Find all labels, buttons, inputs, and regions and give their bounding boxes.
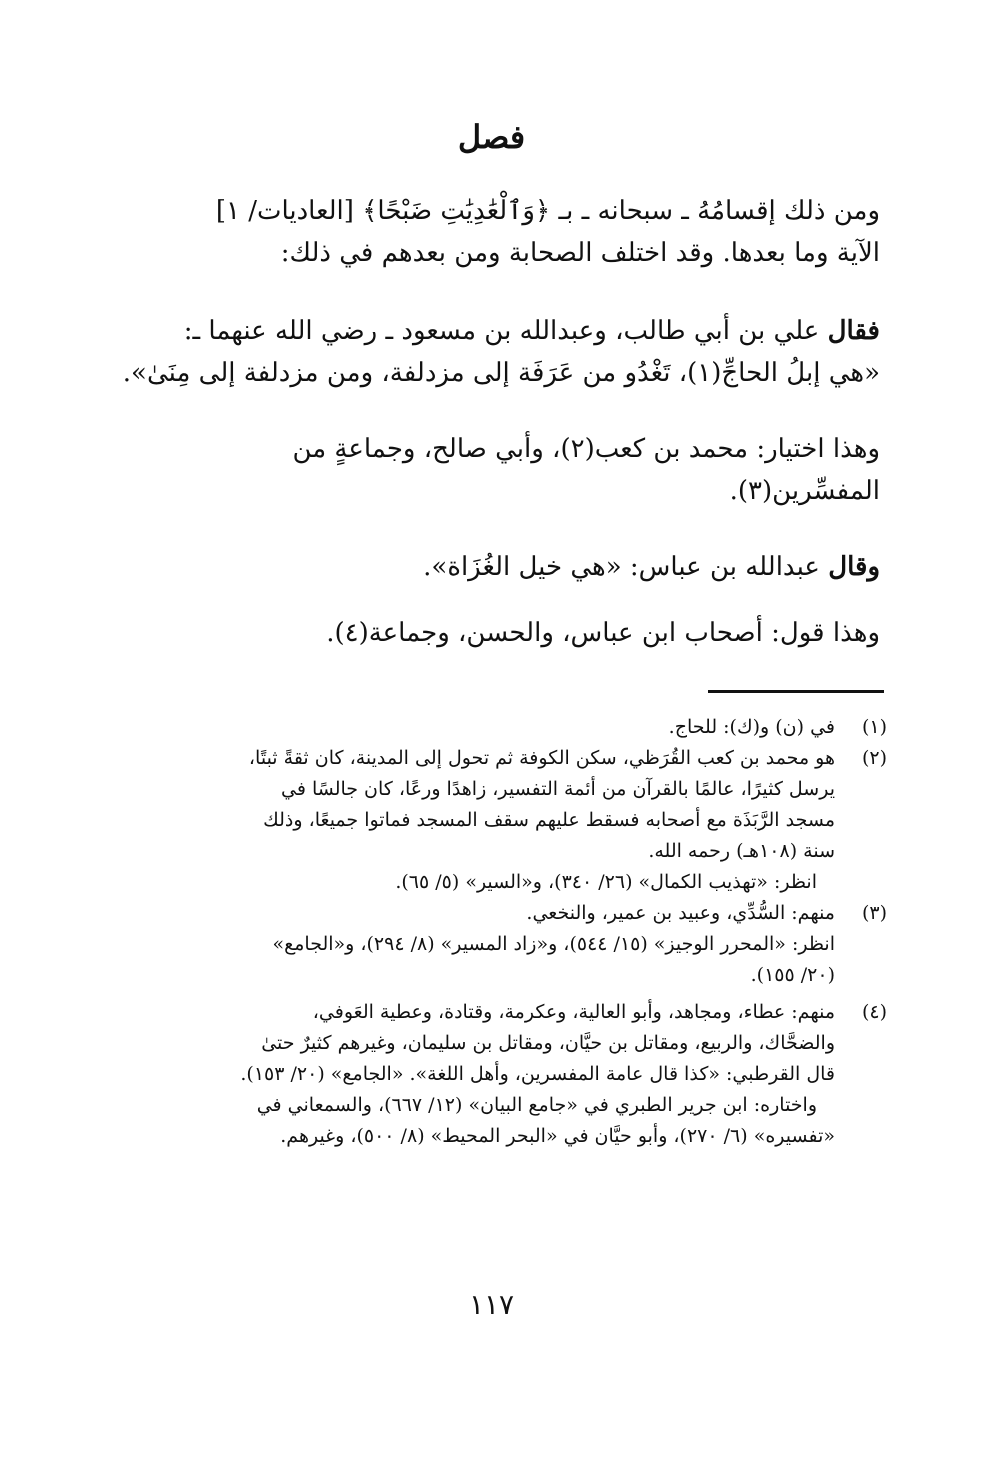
para1-line-1-text: علي بن أبي طالب، وعبدالله بن مسعود ـ رضي الله عنهما ـ: [183, 316, 820, 346]
footnote-4 [112, 997, 887, 1152]
footnote-number: (١) [861, 716, 887, 738]
opinion-supporters-2 [112, 612, 880, 654]
intro-line-2: الآية وما بعدها. وقد اختلف الصحابة ومن بعدهم في ذلك: [280, 238, 880, 268]
opinion-ali-ibn-masud [112, 310, 880, 394]
para2-line-2: المفسِّرين(٣). [729, 476, 880, 506]
footnote-line: منهم: السُّدِّي، وعبيد بن عمير، والنخعي. [526, 902, 835, 924]
para2-line-1: وهذا اختيار: محمد بن كعب(٢)، وأبي صالح، وجماعةٍ من [292, 434, 880, 464]
para3-line [112, 546, 880, 588]
opinion-supporters-1 [112, 428, 880, 512]
footnote-line: «تفسيره» (٦/ ٢٧٠)، وأبو حيَّان في «البحر المحيط» (٨/ ٥٠٠)، وغيرهم. [280, 1125, 835, 1147]
footnote-reference: انظر: «تهذيب الكمال» (٢٦/ ٣٤٠)، و«السير» (٥/ ٦٥). [395, 871, 817, 893]
footnote-number: (٤) [861, 1001, 887, 1023]
page-number: ١١٧ [468, 1288, 515, 1321]
footnotes [112, 712, 887, 1152]
footnote-line: سنة (١٠٨هـ) رحمه الله. [648, 840, 835, 862]
intro-paragraph [112, 190, 880, 274]
footnote-line: في (ن) و(ك): للحاج. [668, 716, 835, 738]
para1-line-2: «هي إبلُ الحاجِّ(١)، تَغْدُو من عَرَفَة إلى مزدلفة، ومن مزدلفة إلى مِنَىٰ». [122, 358, 880, 388]
footnote-line: انظر: «المحرر الوجيز» (١٥/ ٥٤٤)، و«زاد المسير» (٨/ ٢٩٤)، و«الجامع» [272, 933, 835, 955]
opinion-ibn-abbas [112, 546, 880, 588]
intro-line-1: ومن ذلك إقسامُهُ ـ سبحانه ـ بـ ﴿وَٱلْعَٰدِيَٰتِ ضَبْحًا﴾ [العاديات/ ١] [215, 196, 880, 226]
para1-line-1 [112, 310, 880, 352]
footnote-line: منهم: عطاء، ومجاهد، وأبو العالية، وعكرمة، وقتادة، وعطية العَوفي، [312, 1001, 835, 1023]
footnote-line: قال القرطبي: «كذا قال عامة المفسرين، وأهل اللغة». «الجامع» (٢٠/ ١٥٣). [240, 1063, 835, 1085]
section-title: فصل [457, 118, 526, 156]
para1-lead: فقال [827, 316, 880, 346]
footnote-line: واختاره: ابن جرير الطبري في «جامع البيان» (١٢/ ٦٦٧)، والسمعاني في [256, 1094, 817, 1116]
footnote-line: يرسل كثيرًا، عالمًا بالقرآن من أئمة التفسير، زاهدًا ورعًا، كان جالسًا في [281, 778, 835, 800]
para3-text: عبدالله بن عباس: «هي خيل الغُزَاة». [423, 552, 820, 582]
para3-lead: وقال [828, 552, 880, 582]
para4-line-1: وهذا قول: أصحاب ابن عباس، والحسن، وجماعة(٤). [326, 618, 880, 648]
footnote-line: مسجد الرَّبَذَة مع أصحابه فسقط عليهم سقف المسجد فماتوا جميعًا، وذلك [263, 809, 835, 831]
footnote-1 [112, 712, 887, 743]
footnote-line: هو محمد بن كعب القُرَظي، سكن الكوفة ثم تحول إلى المدينة، كان ثقةً ثبتًا، [248, 747, 835, 769]
footnote-separator [708, 690, 884, 693]
footnote-number: (٢) [861, 747, 887, 769]
footnote-line: والضحَّاك، والربيع، ومقاتل بن حيَّان، ومقاتل بن سليمان، وغيرهم كثيرٌ حتىٰ [261, 1032, 835, 1054]
footnote-line: (٢٠/ ١٥٥). [750, 964, 835, 986]
footnote-3 [112, 898, 887, 991]
footnote-number: (٣) [861, 902, 887, 924]
footnote-2 [112, 743, 887, 898]
